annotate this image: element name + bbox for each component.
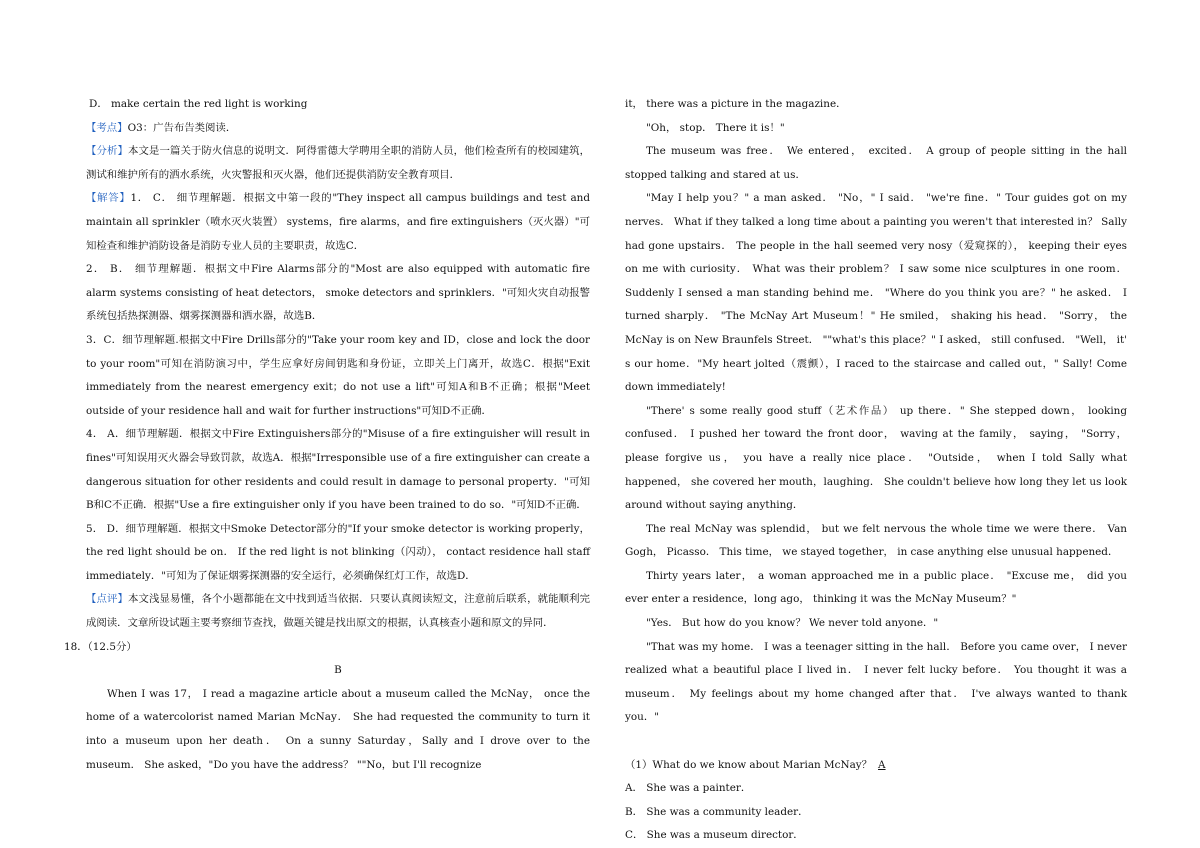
answer-3: 3．C．细节理解题.根据文中Fire Drills部分的"Take your room key and ID，close and lock the door to your room"可知在消防演习中，学生应拿好房间钥匙和身份证，立即关上门离开，故选C．根据"Exit immediately from the nearest emergency exit；do not use a lift"可知A和B不正确；根据"Meet outside of your residence hall and wait for further instructions"可知D不正确． [86, 333, 590, 417]
dianping-tag: 【点评】 [86, 593, 129, 606]
passage-paragraph: "Yes． But how do you know？ We never told anyone．" [646, 617, 939, 630]
question-number: 18．（12.5分） [64, 640, 137, 653]
kaodian-paragraph [86, 117, 590, 141]
jieda-tag: 【解答】 [86, 192, 131, 205]
fenxi-paragraph [86, 140, 590, 187]
kaodian-text: O3：广告布告类阅读． [127, 121, 237, 134]
dianping-text: 本文浅显易懂，各个小题都能在文中找到适当依据．只要认真阅读短文，注意前后联系，就能顺利完成阅读．文章所设试题主要考察细节查找，做题关键是找出原文的根据，认真核查小题和原文的异同． [86, 593, 591, 630]
option-c: C． She was a museum director． [625, 829, 804, 842]
option-a: A． She was a painter． [625, 782, 752, 795]
section-letter: B [334, 664, 342, 677]
dianping-paragraph [86, 588, 590, 635]
left-column [64, 93, 591, 777]
passage-paragraph: it， there was a picture in the magazine． [625, 98, 847, 110]
question-1 [625, 754, 1127, 778]
fenxi-text: 本文是一篇关于防火信息的说明文．阿得雷德大学聘用全职的消防人员，他们检查所有的校园建筑，测试和维护所有的洒水系统，火灾警报和灭火器，他们还提供消防安全教育项目． [86, 145, 591, 181]
question-answer: A [878, 758, 886, 771]
passage-paragraph: "There' s some really good stuff（艺术作品） up there．" She stepped down， looking confused． I pushed her toward the front door， waving at the family， saying， "Sorry， please forgive us， you have a really nice place． "Outside， when I told Sally what happened， she covered her mouth，laughing． She couldn't believe how long they let us look around without saying anything． [625, 404, 1127, 512]
right-column [625, 93, 1127, 848]
answer-5: 5． D．细节理解题．根据文中Smoke Detector部分的"If your smoke detector is working properly， the red light should be on． If the red light is not blinking（闪动）， contact residence hall staff immediately．"可知为了保证烟雾探测器的安全运行，必须确保红灯工作，故选D． [86, 522, 590, 582]
option-d: D． make certain the red light is working [89, 98, 308, 110]
option-b: B． She was a community leader． [625, 805, 809, 818]
passage-paragraph: Thirty years later， a woman approached me in a public place． "Excuse me， did you ever enter a residence，long ago， thinking it was the McNay Museum？" [625, 569, 1127, 606]
passage-paragraph: "Oh， stop． There it is！" [646, 121, 785, 134]
spacer [625, 730, 1127, 754]
jieda-paragraph [86, 187, 590, 258]
question-stem: （1）What do we know about Marian McNay？ [625, 758, 873, 771]
passage-start: When I was 17， I read a magazine article about a museum called the McNay， once the home of a watercolorist named Marian McNay． She had requested the community to turn it into a museum upon her death． On a sunny Saturday，Sally and I drove over to the museum． She asked，"Do you have the address？ ""No，but I'll recognize [86, 687, 590, 771]
answer-2: 2． B． 细节理解题．根据文中Fire Alarms部分的"Most are also equipped with automatic fire alarm systems consisting of heat detectors， smoke detectors and sprinklers．"可知火灾自动报警系统包括热探测器、烟雾探测器和洒水器，故选B． [86, 263, 590, 323]
passage-paragraph: The real McNay was splendid， but we felt nervous the whole time we were there． Van Gogh， Picasso． This time， we stayed together， in case anything else unusual happened． [625, 522, 1127, 559]
passage-paragraph: "May I help you？" a man asked． "No，" I said． "we're fine．" Tour guides got on my nerves． What if they talked a long time about a painting you weren't that interested in？ Sally had gone upstairs． The people in the hall seemed very nosy（爱窥探的）， keeping their eyes on me with curiosity． What was their problem？ I saw some nice sculptures in one room． Suddenly I sensed a man standing behind me． "Where do you think you are？" he asked． I turned sharply． "The McNay Art Museum！" He smiled， shaking his head． "Sorry， the McNay is on New Braunfels Street． ""what's this place？" I asked， still confused． "Well， it' s our home．"My heart jolted（震颤），I raced to the staircase and called out，" Sally! Come down immediately! [625, 192, 1127, 394]
passage-paragraph: The museum was free． We entered， excited． A group of people sitting in the hall stopped talking and stared at us． [625, 145, 1127, 181]
fenxi-tag: 【分析】 [86, 145, 129, 158]
passage-paragraph: "That was my home． I was a teenager sitting in the hall． Before you came over， I never realized what a beautiful place I lived in． I never felt lucky before． You thought it was a museum． My feelings about my home changed after that． I've always wanted to thank you．" [625, 640, 1127, 724]
jieda-text: 1． C． 细节理解题．根据文中第一段的"They inspect all campus buildings and test and maintain all sprinkler（喷水灭火装置） systems，fire alarms，and fire extinguishers（灭火器）"可知检查和维护消防设备是消防专业人员的主要职责，故选C． [86, 192, 590, 252]
answer-4: 4． A．细节理解题．根据文中Fire Extinguishers部分的"Misuse of a fire extinguisher will result in fines"可知误用灭火器会导致罚款，故选A．根据"Irresponsible use of a fire extinguisher can create a dangerous situation for other residents and could result in damage to personal property．"可知B和C不正确．根据"Use a fire extinguisher only if you have been trained to do so．"可知D不正确． [86, 428, 590, 512]
kaodian-tag: 【考点】 [86, 121, 128, 134]
